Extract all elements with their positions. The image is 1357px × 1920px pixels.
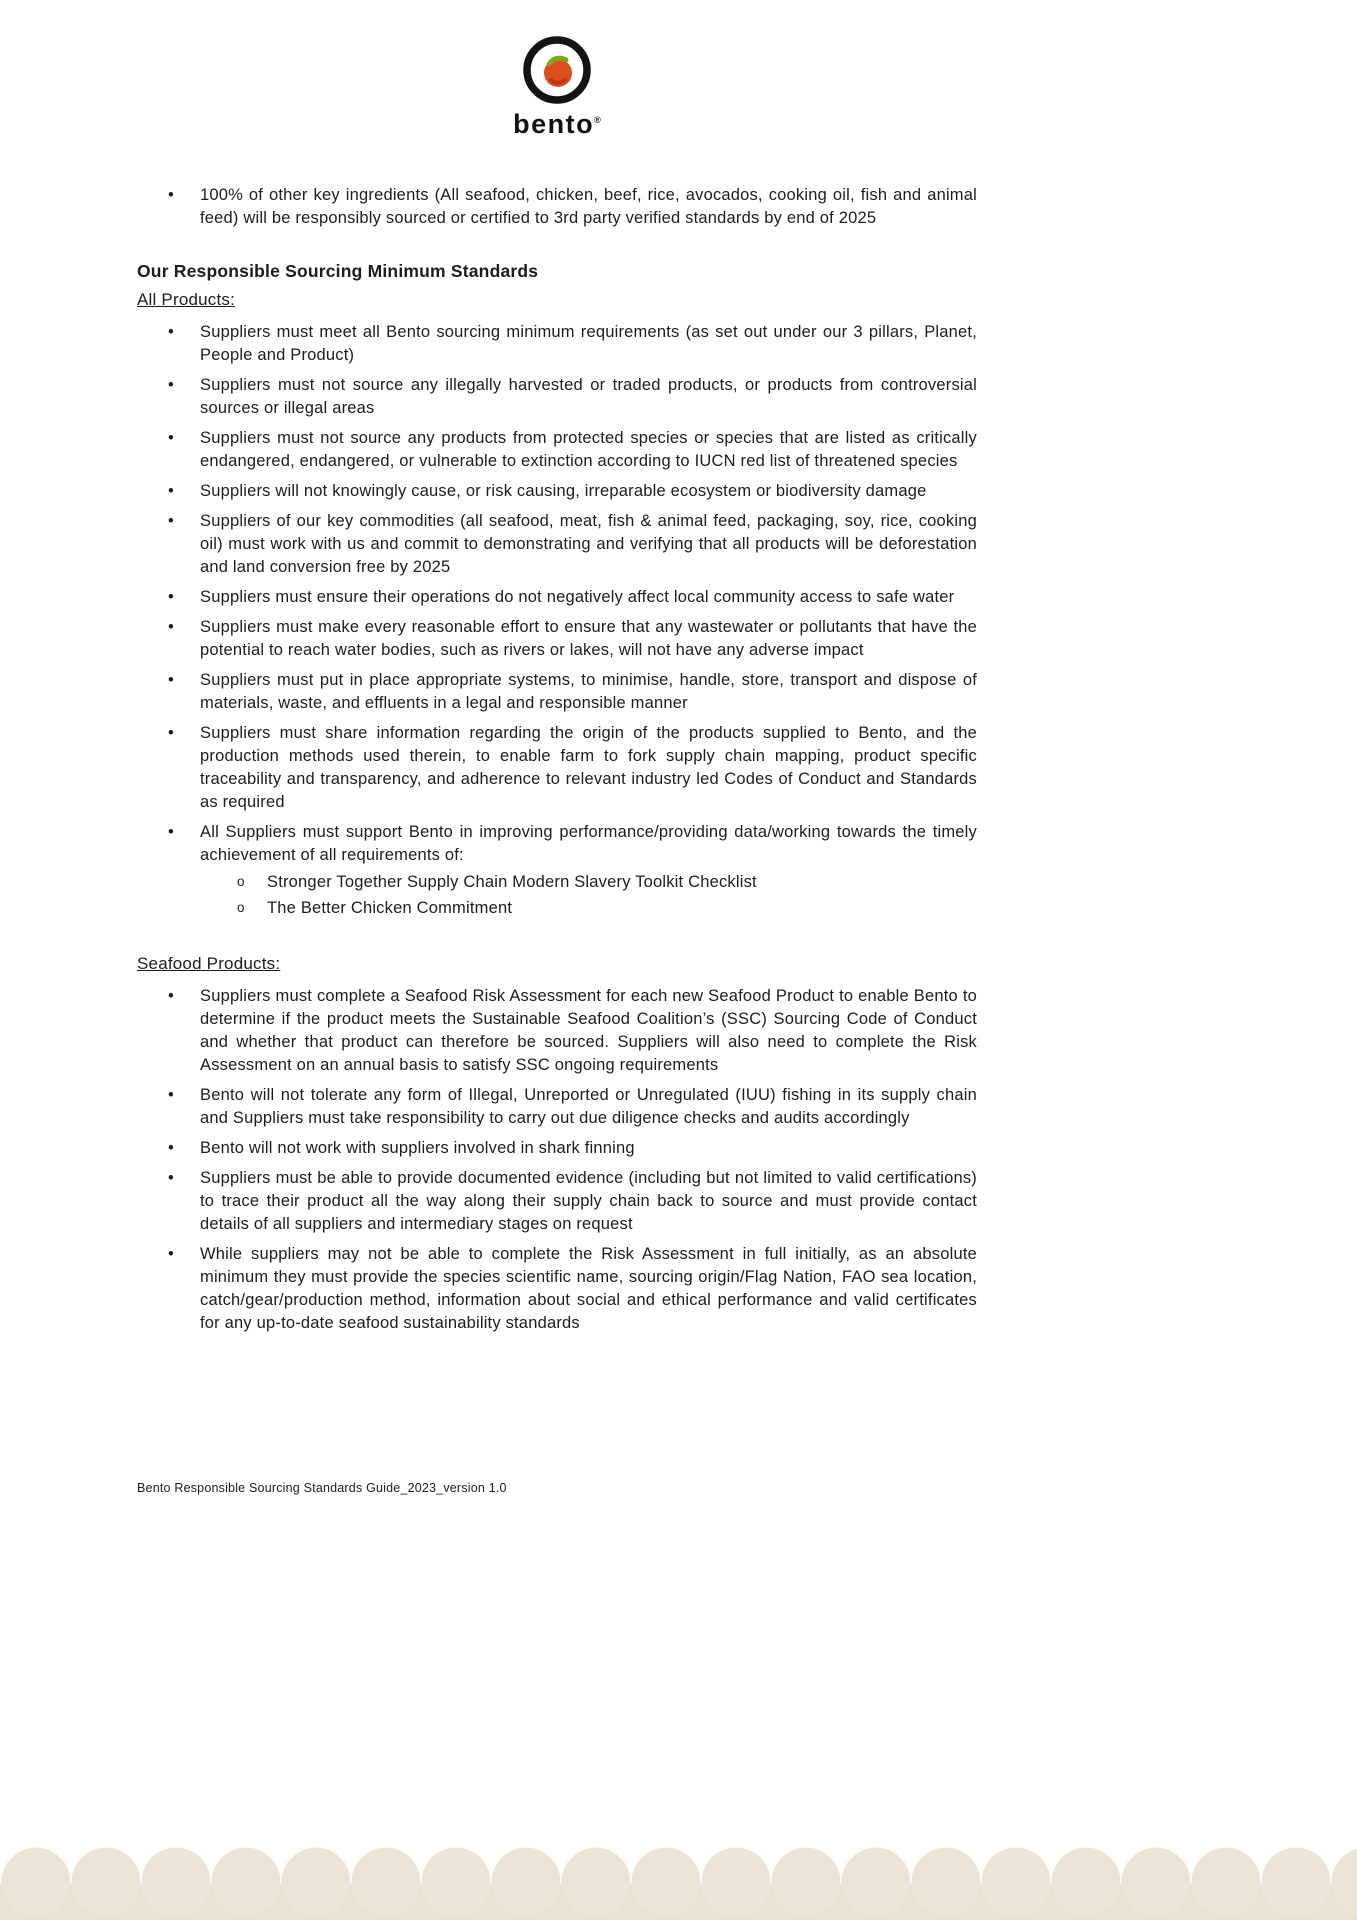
bullet-item: • Suppliers must meet all Bento sourcing minimum requirements (as set out under our 3 pillars, Planet, People and Product)	[137, 321, 977, 367]
bullet-item	[137, 821, 977, 920]
bullet-item: • While suppliers may not be able to complete the Risk Assessment in full initially, as an absolute minimum they must provide the species scientific name, sourcing origin/Flag Nation, FAO sea location, catch/gear/production method, information about social and ethical performance and valid certificates for any up-to-date seafood sustainability standards	[137, 1243, 977, 1335]
bento-logo-icon	[518, 32, 596, 110]
bullet-item: • Suppliers will not knowingly cause, or risk causing, irreparable ecosystem or biodiversity damage	[137, 480, 977, 503]
bullet-item: • Suppliers must complete a Seafood Risk Assessment for each new Seafood Product to enable Bento to determine if the product meets the Sustainable Seafood Coalition’s (SSC) Sourcing Code of Conduct and whether that product can therefore be sourced. Suppliers will also need to complete the Risk Assessment on an annual basis to satisfy SSC ongoing requirements	[137, 985, 977, 1077]
bottom-scallop-decoration	[0, 1842, 1357, 1920]
all-products-heading: All Products:	[137, 290, 236, 309]
footer-text: Bento Responsible Sourcing Standards Guide_2023_version 1.0	[137, 1481, 507, 1495]
brand-name-text: bento	[513, 109, 595, 139]
bullet-item: • Suppliers must be able to provide documented evidence (including but not limited to valid certifications) to trace their product all the way along their supply chain back to source and must provide contact details of all suppliers and intermediary stages on request	[137, 1167, 977, 1236]
bullet-item: • Suppliers must not source any illegally harvested or traded products, or products from controversial sources or illegal areas	[137, 374, 977, 420]
section-title: Our Responsible Sourcing Minimum Standards	[137, 261, 539, 281]
bullet-item: • Suppliers must put in place appropriate systems, to minimise, handle, store, transport and dispose of materials, waste, and effluents in a legal and responsible manner	[137, 669, 977, 715]
sub-bullet-list	[200, 871, 977, 920]
document-body	[137, 0, 977, 1342]
bullet-text: All Suppliers must support Bento in improving performance/providing data/working towards the timely achievement of all requirements of:	[200, 823, 977, 864]
brand-trademark: ®	[594, 115, 601, 125]
sub-bullet-item: o Stronger Together Supply Chain Modern Slavery Toolkit Checklist	[200, 871, 977, 894]
bento-logo	[137, 32, 977, 138]
bullet-item: • Bento will not work with suppliers involved in shark finning	[137, 1137, 977, 1160]
intro-list	[137, 184, 977, 230]
bullet-item: • 100% of other key ingredients (All seafood, chicken, beef, rice, avocados, cooking oil, fish and animal feed) will be responsibly sourced or certified to 3rd party verified standards by end of 2025	[137, 184, 977, 230]
bullet-item: • Suppliers must make every reasonable effort to ensure that any wastewater or pollutants that have the potential to reach water bodies, such as rivers or lakes, will not have any adverse impact	[137, 616, 977, 662]
seafood-heading: Seafood Products:	[137, 954, 281, 973]
bullet-item: • Suppliers must not source any products from protected species or species that are listed as critically endangered, endangered, or vulnerable to extinction according to IUCN red list of threatened species	[137, 427, 977, 473]
brand-wordmark	[513, 111, 601, 138]
all-products-list	[137, 321, 977, 920]
bullet-item: • Suppliers must ensure their operations do not negatively affect local community access to safe water	[137, 586, 977, 609]
seafood-list	[137, 985, 977, 1335]
sub-bullet-item: o The Better Chicken Commitment	[200, 897, 977, 920]
bullet-item: • Suppliers of our key commodities (all seafood, meat, fish & animal feed, packaging, soy, rice, cooking oil) must work with us and commit to demonstrating and verifying that all products will be deforestation and land conversion free by 2025	[137, 510, 977, 579]
bullet-item: • Bento will not tolerate any form of Illegal, Unreported or Unregulated (IUU) fishing in its supply chain and Suppliers must take responsibility to carry out due diligence checks and audits accordingly	[137, 1084, 977, 1130]
bullet-item: • Suppliers must share information regarding the origin of the products supplied to Bento, and the production methods used therein, to enable farm to fork supply chain mapping, product specific traceability and transparency, and adherence to relevant industry led Codes of Conduct and Standards as required	[137, 722, 977, 814]
